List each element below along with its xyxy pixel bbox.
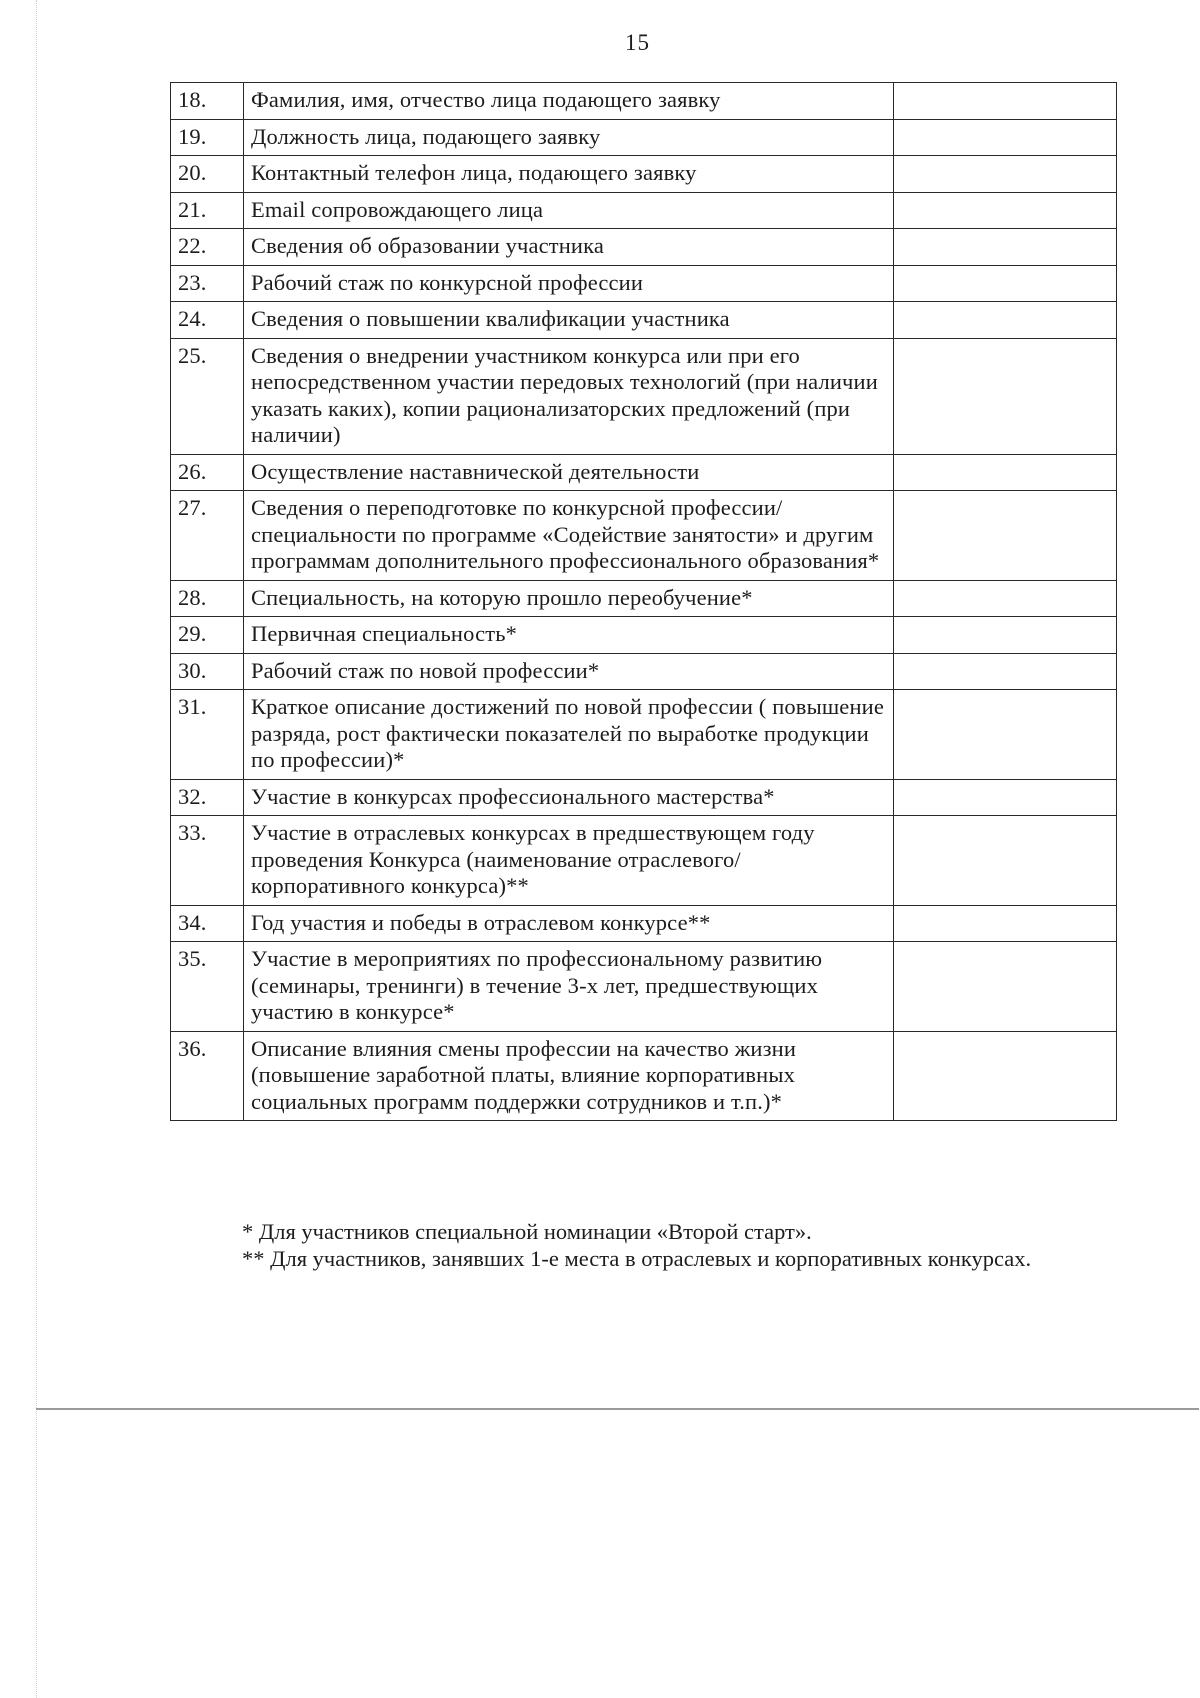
row-field-label: Участие в мероприятиях по профессиональному развитию (семинары, тренинги) в течение 3-х лет, предшествующих участию в конкурсе* [244, 942, 894, 1032]
row-field-label: Рабочий стаж по новой профессии* [244, 653, 894, 690]
row-value-cell [894, 454, 1117, 491]
row-value-cell [894, 229, 1117, 266]
row-field-label: Должность лица, подающего заявку [244, 119, 894, 156]
row-value-cell [894, 192, 1117, 229]
table-row [171, 156, 1117, 193]
table-row [171, 1031, 1117, 1121]
table-row [171, 119, 1117, 156]
row-value-cell [894, 156, 1117, 193]
row-field-label: Описание влияния смены профессии на качество жизни (повышение заработной платы, влияние корпоративных социальных программ поддержки сотрудников и т.п.)* [244, 1031, 894, 1121]
row-field-label: Краткое описание достижений по новой профессии ( повышение разряда, рост фактически показателей по выработке продукции по профессии)* [244, 690, 894, 780]
row-field-label: Сведения об образовании участника [244, 229, 894, 266]
row-number: 29. [171, 617, 244, 654]
row-number: 22. [171, 229, 244, 266]
scan-edge-line [36, 0, 37, 1698]
row-field-label: Участие в отраслевых конкурсах в предшествующем году проведения Конкурса (наименование отраслевого/корпоративного конкурса)** [244, 816, 894, 906]
table-row [171, 454, 1117, 491]
table-row [171, 779, 1117, 816]
row-number: 21. [171, 192, 244, 229]
table-row [171, 338, 1117, 454]
row-field-label: Год участия и победы в отраслевом конкурсе** [244, 905, 894, 942]
row-number: 18. [171, 83, 244, 120]
row-field-label: Сведения о повышении квалификации участника [244, 302, 894, 339]
row-value-cell [894, 338, 1117, 454]
row-number: 25. [171, 338, 244, 454]
application-form-table [170, 82, 1117, 1121]
row-value-cell [894, 617, 1117, 654]
table-row [171, 302, 1117, 339]
row-number: 36. [171, 1031, 244, 1121]
row-number: 34. [171, 905, 244, 942]
row-number: 28. [171, 580, 244, 617]
row-number: 23. [171, 265, 244, 302]
row-value-cell [894, 779, 1117, 816]
row-value-cell [894, 491, 1117, 581]
table-row [171, 617, 1117, 654]
row-number: 35. [171, 942, 244, 1032]
row-value-cell [894, 905, 1117, 942]
table-row [171, 229, 1117, 266]
table-row [171, 653, 1117, 690]
row-number: 27. [171, 491, 244, 581]
table-row [171, 580, 1117, 617]
table-row [171, 905, 1117, 942]
row-field-label: Сведения о внедрении участником конкурса или при его непосредственном участии передовых технологий (при наличии указать каких), копии рационализаторских предложений (при наличии) [244, 338, 894, 454]
row-number: 33. [171, 816, 244, 906]
footnote-second-start: * Для участников специальной номинации «Второй старт». [242, 1219, 812, 1244]
row-value-cell [894, 1031, 1117, 1121]
row-field-label: Фамилия, имя, отчество лица подающего заявку [244, 83, 894, 120]
row-value-cell [894, 580, 1117, 617]
row-value-cell [894, 83, 1117, 120]
row-number: 20. [171, 156, 244, 193]
row-field-label: Сведения о переподготовке по конкурсной профессии/специальности по программе «Содействие занятости» и другим программам дополнительного профессионального образования* [244, 491, 894, 581]
row-value-cell [894, 942, 1117, 1032]
row-number: 19. [171, 119, 244, 156]
row-field-label: Первичная специальность* [244, 617, 894, 654]
table-row [171, 816, 1117, 906]
row-number: 30. [171, 653, 244, 690]
row-value-cell [894, 690, 1117, 780]
row-value-cell [894, 119, 1117, 156]
row-number: 26. [171, 454, 244, 491]
row-field-label: Осуществление наставнической деятельности [244, 454, 894, 491]
row-field-label: Контактный телефон лица, подающего заявку [244, 156, 894, 193]
table-row [171, 192, 1117, 229]
footnote-industry-winners: ** Для участников, занявших 1-е места в отраслевых и корпоративных конкурсах. [242, 1246, 1032, 1271]
row-number: 32. [171, 779, 244, 816]
row-value-cell [894, 653, 1117, 690]
row-field-label: Участие в конкурсах профессионального мастерства* [244, 779, 894, 816]
table-row [171, 491, 1117, 581]
row-field-label: Email сопровождающего лица [244, 192, 894, 229]
table-row [171, 690, 1117, 780]
page-bottom-rule [36, 1408, 1199, 1410]
row-value-cell [894, 302, 1117, 339]
table-row [171, 265, 1117, 302]
row-field-label: Специальность, на которую прошло переобучение* [244, 580, 894, 617]
row-value-cell [894, 265, 1117, 302]
row-value-cell [894, 816, 1117, 906]
row-field-label: Рабочий стаж по конкурсной профессии [244, 265, 894, 302]
table-row [171, 83, 1117, 120]
row-number: 24. [171, 302, 244, 339]
table-body [171, 83, 1117, 1121]
footnotes [180, 1218, 1113, 1272]
page-number: 15 [625, 30, 650, 55]
row-number: 31. [171, 690, 244, 780]
table-row [171, 942, 1117, 1032]
